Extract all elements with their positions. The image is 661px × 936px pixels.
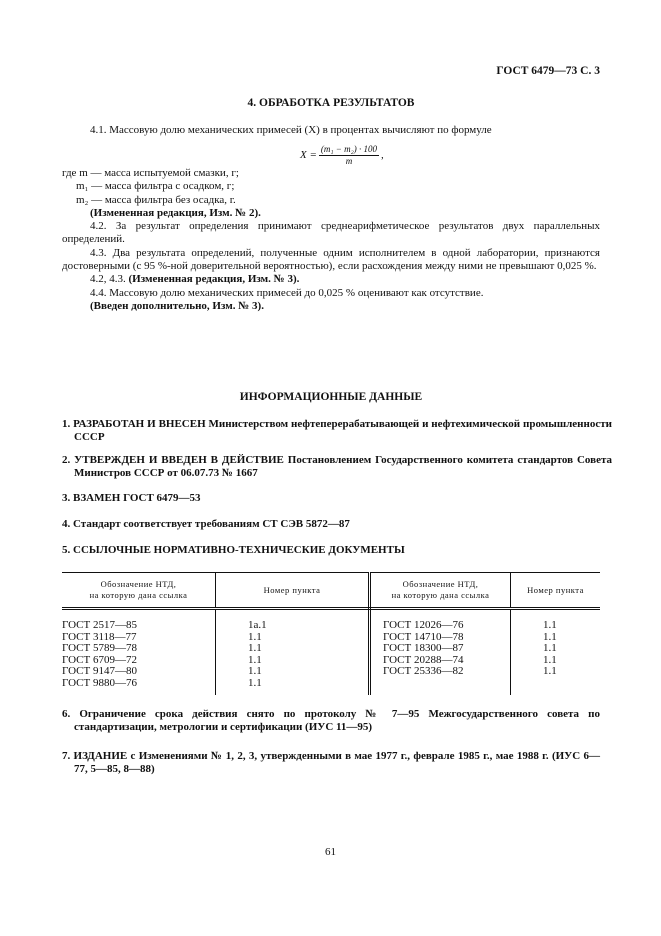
paragraph-4-3: 4.3. Два результата определений, полученные одним исполнителем в одной лаборатории, признаются достоверными (с 95 %-ной доверительной вероятностью), если расхождения между ними не превышают 0,025 %. [62, 246, 600, 273]
column-header: Обозначение НТД, на которую дана ссылка [370, 573, 511, 609]
table-cell: ГОСТ 25336—82 [370, 666, 511, 678]
table-cell: 1.1 [543, 642, 557, 654]
info-item-7-text: 7. ИЗДАНИЕ с Изменениями № 1, 2, 3, утвержденными в мае 1977 г., феврале 1985 г., мае 1988 г. (ИУС 6—77, 5—85, 8—88) [62, 750, 600, 776]
table-row [62, 609, 600, 632]
info-item-5: 5. ССЫЛОЧНЫЕ НОРМАТИВНО-ТЕХНИЧЕСКИЕ ДОКУМЕНТЫ [62, 544, 405, 556]
table-cell: ГОСТ 18300—87 [370, 643, 511, 655]
info-title: ИНФОРМАЦИОННЫЕ ДАННЫЕ [239, 391, 423, 403]
formula-numerator: (m₁ − m₂) · 100 [320, 144, 377, 154]
table-cell: 1.1 [543, 653, 557, 666]
paragraph-4-2-4-3 [62, 273, 600, 286]
table-cell: ГОСТ 3118—77 [62, 632, 216, 644]
table-cell: 1.1 [216, 655, 370, 667]
variable-definitions [62, 167, 600, 313]
table-cell: ГОСТ 14710—78 [370, 632, 511, 644]
paragraph-4-4: 4.4. Массовую долю механических примесей до 0,025 % оценивают как отсутствие. [90, 286, 484, 299]
info-item-3: 3. ВЗАМЕН ГОСТ 6479—53 [62, 492, 201, 504]
info-item-4: 4. Стандарт соответствует требованиям СТ СЭВ 5872—87 [62, 518, 350, 530]
column-header: Номер пункта [216, 573, 370, 609]
amendment-note: (Измененная редакция, Изм. № 2). [90, 206, 261, 219]
formula [300, 144, 384, 167]
table-cell [511, 678, 601, 696]
table-cell: 1.1 [543, 630, 557, 643]
table-cell: ГОСТ 9880—76 [62, 678, 216, 696]
info-item-1: 1. РАЗРАБОТАН И ВНЕСЕН Министерством нефтеперерабатывающей и нефтехимической промышленности СССР [62, 418, 612, 444]
table-cell: ГОСТ 12026—76 [370, 609, 511, 632]
formula-denominator: m [345, 156, 353, 166]
info-item-7 [62, 750, 600, 777]
table-cell: 1.1 [216, 678, 370, 696]
column-header: Номер пункта [511, 573, 601, 609]
definition-m1: m₁ — масса фильтра с осадком, г; [76, 180, 235, 193]
table-row [62, 678, 600, 696]
formula-tail: , [380, 148, 384, 161]
table-cell: 1.1 [543, 619, 557, 631]
amendment-note: (Измененная редакция, Изм. № 3). [128, 273, 300, 286]
info-item-6 [62, 708, 600, 735]
table-cell: 1.1 [216, 643, 370, 655]
definition-m2: m₂ — масса фильтра без осадка, г. [76, 193, 236, 206]
definition-m: где m — масса испытуемой смазки, г; [62, 167, 239, 179]
info-item-6-text: 6. Ограничение срока действия снято по протоколу № 7—95 Межгосударственного совета по стандартизации, метрологии и сертификации (ИУС 11—95) [62, 708, 600, 734]
running-header: ГОСТ 6479—73 С. 3 [496, 65, 600, 77]
amendment-prefix: 4.2, 4.3. [90, 273, 129, 286]
table-cell: ГОСТ 2517—85 [62, 609, 216, 632]
amendment-note: (Введен дополнительно, Изм. № 3). [90, 299, 264, 312]
table-cell: ГОСТ 9147—80 [62, 666, 216, 678]
column-header: Обозначение НТД, на которую дана ссылка [62, 573, 216, 609]
table-row [62, 632, 600, 644]
formula-fraction [319, 144, 379, 167]
table-cell: 1.1 [543, 665, 557, 677]
paragraph-4-2: 4.2. За результат определения принимают среднеарифметическое результатов двух параллельных определений. [62, 220, 600, 246]
table-cell: ГОСТ 6709—72 [62, 655, 216, 667]
table-cell [370, 678, 511, 696]
table-cell: ГОСТ 20288—74 [370, 655, 511, 667]
section-title: 4. ОБРАБОТКА РЕЗУЛЬТАТОВ [247, 97, 415, 109]
table-row [62, 666, 600, 678]
page-number: 61 [325, 846, 336, 858]
table-cell: 1.1 [216, 666, 370, 678]
info-item-2: 2. УТВЕРЖДЕН И ВВЕДЕН В ДЕЙСТВИЕ Постановлением Государственного комитета стандартов Совета Министров СССР от 06.07.73 № 1667 [62, 454, 612, 480]
table-row [62, 643, 600, 655]
references-table [62, 572, 600, 695]
table-cell: 1.1 [216, 632, 370, 644]
formula-lhs: X = [300, 148, 317, 161]
table-cell: ГОСТ 5789—78 [62, 643, 216, 655]
table-cell: 1а.1 [216, 609, 370, 632]
table-row [62, 655, 600, 667]
paragraph-4-1: 4.1. Массовую долю механических примесей (X) в процентах вычисляют по формуле [90, 124, 492, 136]
